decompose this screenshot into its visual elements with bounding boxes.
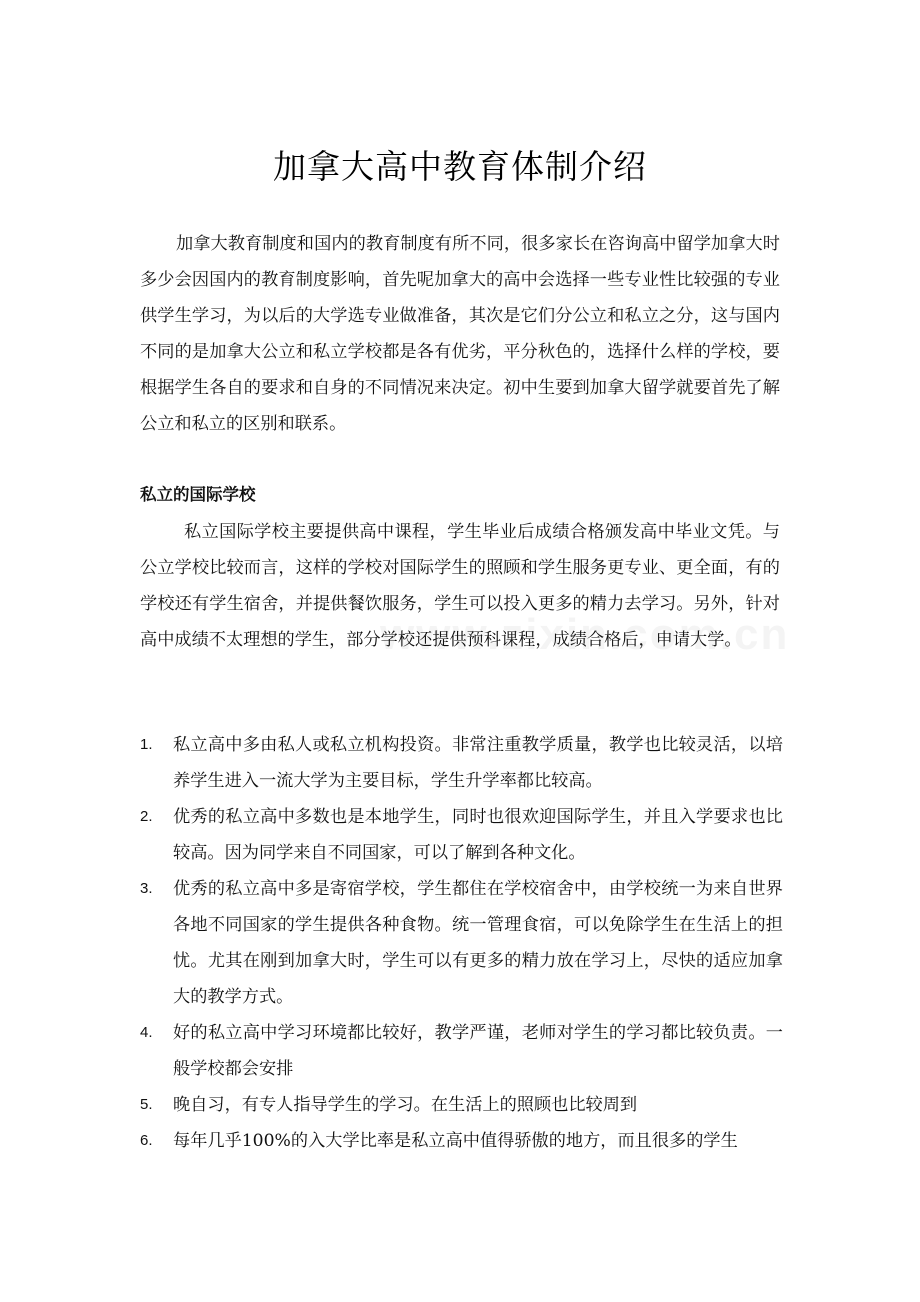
list-item <box>140 1087 783 1123</box>
list-item <box>140 871 783 1015</box>
list-text: 私立高中多由私人或私立机构投资。非常注重教学质量，教学也比较灵活，以培养学生进入一流大学为主要目标，学生升学率都比较高。 <box>173 735 783 791</box>
list-number: 1. <box>140 736 153 753</box>
list-number: 2. <box>140 808 153 825</box>
list-item <box>140 1123 783 1159</box>
document-title: 加拿大高中教育体制介绍 <box>273 147 647 186</box>
list-text: 优秀的私立高中多数也是本地学生，同时也很欢迎国际学生，并且入学要求也比较高。因为同学来自不同国家，可以了解到各种文化。 <box>173 807 783 863</box>
numbered-list <box>140 727 790 1159</box>
list-number: 5. <box>140 1096 153 1113</box>
list-item <box>140 727 783 799</box>
list-text: 优秀的私立高中多是寄宿学校，学生都住在学校宿舍中，由学校统一为来自世界各地不同国家的学生提供各种食物。统一管理食宿，可以免除学生在生活上的担忧。尤其在刚到加拿大时，学生可以有更多的精力放在学习上，尽快的适应加拿大的教学方式。 <box>173 879 783 1007</box>
list-number: 4. <box>140 1024 153 1041</box>
list-number: 3. <box>140 880 153 897</box>
list-text: 晚自习，有专人指导学生的学习。在生活上的照顾也比较周到 <box>173 1095 638 1115</box>
section-paragraph: 私立国际学校主要提供高中课程，学生毕业后成绩合格颁发高中毕业文凭。与公立学校比较而言，这样的学校对国际学生的照顾和学生服务更专业、更全面，有的学校还有学生宿舍，并提供餐饮服务，学生可以投入更多的精力去学习。另外，针对高中成绩不太理想的学生，部分学校还提供预科课程，成绩合格后，申请大学。 <box>140 522 780 650</box>
list-text: 好的私立高中学习环境都比较好，教学严谨，老师对学生的学习都比较负责。一般学校都会安排 <box>173 1023 783 1079</box>
list-item <box>140 1015 783 1087</box>
list-number: 6. <box>140 1132 153 1149</box>
intro-paragraph: 加拿大教育制度和国内的教育制度有所不同，很多家长在咨询高中留学加拿大时多少会因国内的教育制度影响，首先呢加拿大的高中会选择一些专业性比较强的专业供学生学习，为以后的大学选专业做准备，其次是它们分公立和私立之分，这与国内不同的是加拿大公立和私立学校都是各有优劣，平分秋色的，选择什么样的学校，要根据学生各自的要求和自身的不同情况来决定。初中生要到加拿大留学就要首先了解公立和私立的区别和联系。 <box>140 234 780 434</box>
section-heading: 私立的国际学校 <box>140 485 256 504</box>
list-item <box>140 799 783 871</box>
list-text: 每年几乎100%的入大学比率是私立高中值得骄傲的地方，而且很多的学生 <box>173 1131 738 1151</box>
